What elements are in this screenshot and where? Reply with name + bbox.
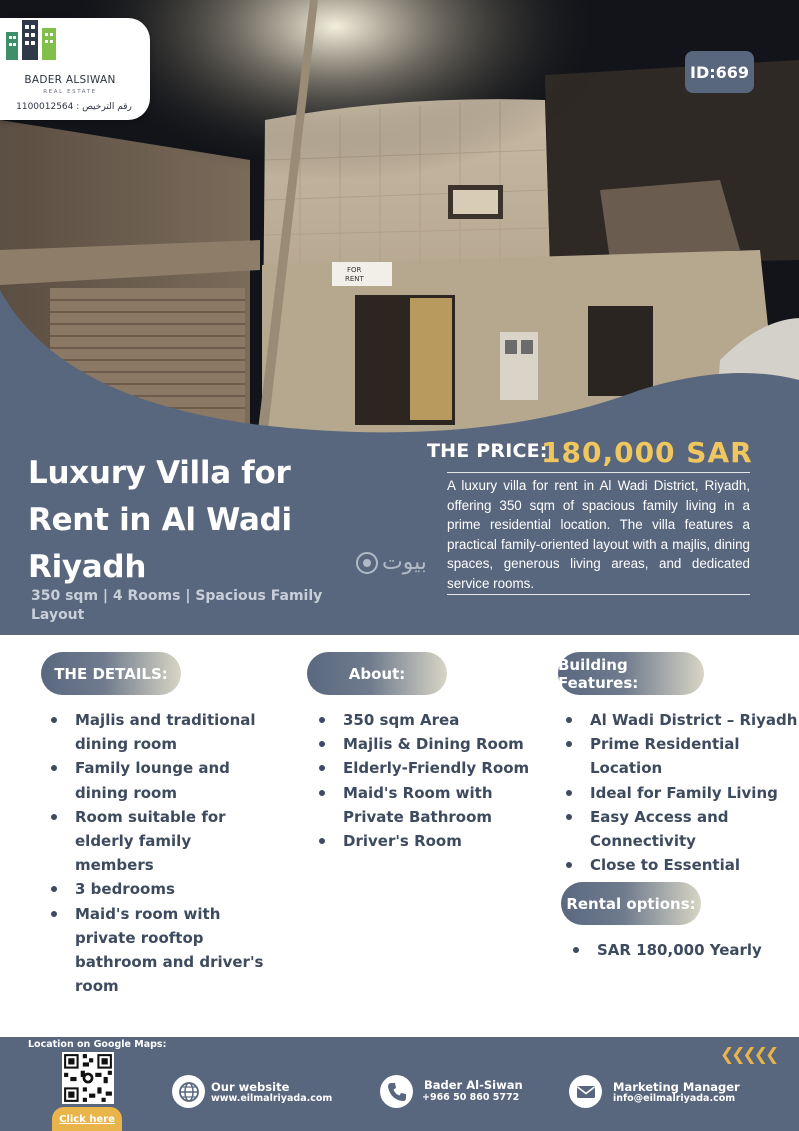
listing-title-line: Riyadh — [28, 549, 147, 585]
for-rent-sign-line1: FOR — [347, 266, 362, 274]
globe-icon — [172, 1075, 205, 1108]
list-item: Majlis and traditional dining room — [51, 708, 271, 756]
list-item: Driver's Room — [319, 829, 534, 853]
details-list — [51, 708, 271, 998]
list-item: Close to Essential — [566, 853, 799, 901]
email-address[interactable]: info@eilmalriyada.com — [613, 1093, 736, 1104]
list-item: 3 bedrooms — [51, 877, 271, 901]
price-label: THE PRICE: — [427, 440, 548, 462]
phone-contact-name: Bader Al-Siwan — [424, 1078, 523, 1092]
phone-icon — [380, 1075, 413, 1108]
phone-number[interactable]: +966 50 860 5772 — [422, 1092, 520, 1103]
list-item: 350 sqm Area — [319, 708, 534, 732]
about-heading: About: — [307, 652, 447, 695]
price-divider-bottom — [447, 594, 750, 595]
watermark-text: بيوت — [382, 550, 427, 575]
listing-title-line: Luxury Villa for — [28, 455, 291, 491]
watermark-icon — [356, 552, 378, 574]
for-rent-sign-line2: RENT — [345, 275, 364, 283]
details-heading: THE DETAILS: — [41, 652, 181, 695]
features-list — [566, 708, 799, 902]
price-divider-top — [447, 472, 750, 473]
list-item: SAR 180,000 Yearly — [573, 938, 793, 962]
list-item: Majlis & Dining Room — [319, 732, 534, 756]
about-list — [319, 708, 534, 853]
list-item: Family lounge and dining room — [51, 756, 271, 804]
listing-description: A luxury villa for rent in Al Wadi District, Riyadh, offering 350 sqm of spacious family living in a prime residential location. The villa features a practical family-oriented layout with a majlis, dining spaces, generous living areas, and dedicated service rooms. — [447, 478, 750, 591]
brand-tagline: REAL ESTATE — [43, 89, 97, 95]
features-heading: Building Features: — [558, 652, 704, 695]
rental-list — [573, 938, 793, 962]
listing-title — [28, 450, 328, 591]
chevrons-icon: ❮❮❮❮❮ — [720, 1045, 777, 1065]
brand-logo-card — [0, 18, 150, 120]
listing-id-badge: ID:669 — [685, 51, 754, 93]
click-here-button[interactable]: Click here — [52, 1107, 122, 1131]
watermark — [356, 550, 427, 575]
brand-license: رقم الترخيص : 1100012564 — [16, 102, 132, 112]
list-item: Maid's room with private rooftop bathroom and driver's room — [51, 902, 271, 999]
list-item: Ideal for Family Living — [566, 781, 799, 805]
website-title: Our website — [211, 1080, 290, 1094]
list-item: Maid's Room with Private Bathroom — [319, 781, 534, 829]
list-item: Easy Access and Connectivity — [566, 805, 799, 853]
list-item: Prime Residential Location — [566, 732, 799, 780]
listing-title-line: Rent in Al Wadi — [28, 502, 292, 538]
marketing-title: Marketing Manager — [613, 1080, 740, 1094]
buildings-logo-icon — [0, 18, 64, 62]
website-url[interactable]: www.eilmalriyada.com — [211, 1093, 333, 1104]
listing-subtitle: 350 sqm | 4 Rooms | Spacious Family Layout — [31, 588, 323, 623]
list-item: Al Wadi District – Riyadh — [566, 708, 799, 732]
price-value: 180,000 SAR — [541, 436, 753, 469]
list-item: Room suitable for elderly family members — [51, 805, 271, 878]
qr-code-icon[interactable] — [62, 1052, 114, 1104]
rental-heading: Rental options: — [561, 882, 701, 925]
list-item: Elderly-Friendly Room — [319, 756, 534, 780]
brand-name: BADER ALSIWAN — [24, 74, 116, 86]
mail-icon — [569, 1075, 602, 1108]
location-label: Location on Google Maps: — [28, 1039, 167, 1050]
